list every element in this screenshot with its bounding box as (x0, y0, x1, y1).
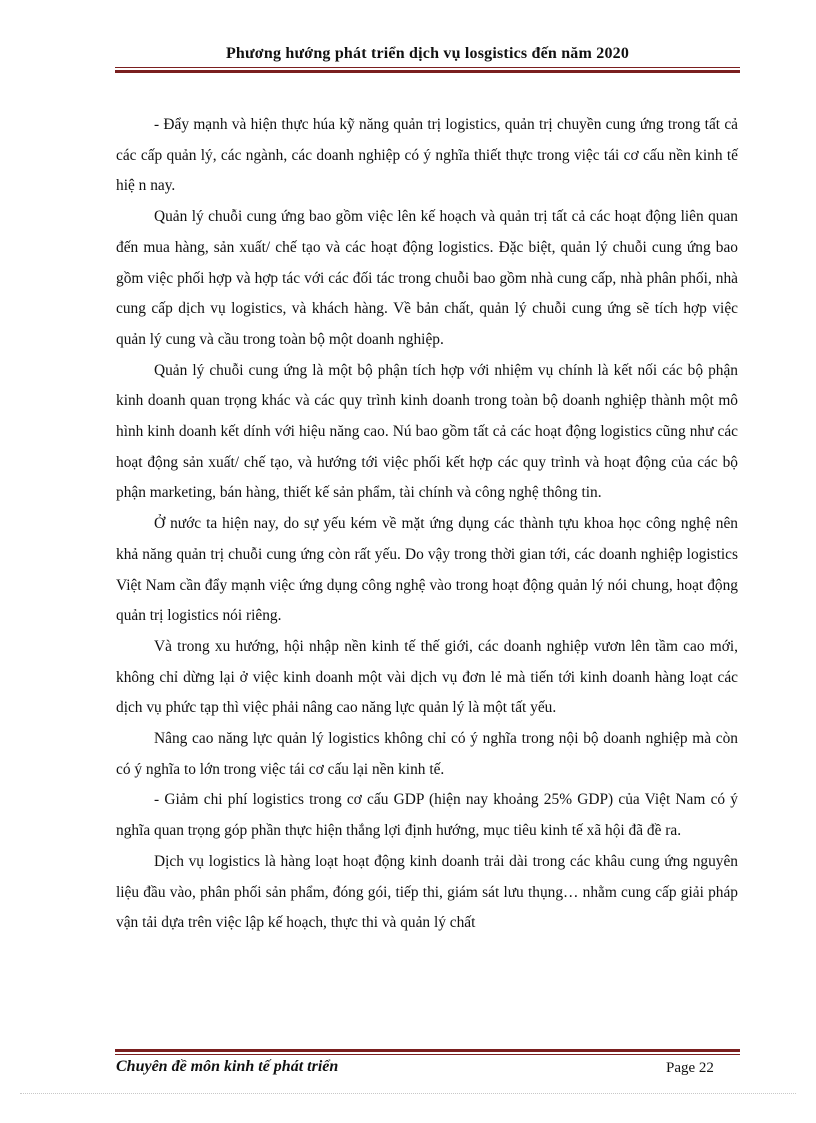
header-rule-bottom (115, 70, 740, 73)
footer-rule-top (115, 1049, 740, 1052)
paragraph-7: - Giảm chi phí logistics trong cơ cấu GDP (hiện nay khoảng 25% GDP) của Việt Nam có ý nghĩa quan trọng góp phần thực hiện thắng lợi định hướng, mục tiêu kinh tế xã hội đã đề ra. (116, 791, 738, 840)
paragraph-2: Quản lý chuỗi cung ứng bao gồm việc lên kế hoạch và quản trị tất cả các hoạt động liên quan đến mua hàng, sản xuất/ chế tạo và các hoạt động logistics. Đặc biệt, quản lý chuỗi cung ứng bao gồm việc phối hợp và hợp tác với các đối tác trong chuỗi bao gồm nhà cung cấp, nhà phân phối, nhà cung cấp dịch vụ logistics, và khách hàng. Về bản chất, quản lý chuỗi cung ứng sẽ tích hợp việc quản lý cung và cầu trong toàn bộ một doanh nghiệp. (116, 208, 738, 348)
paragraph-5: Và trong xu hướng, hội nhập nền kinh tế thế giới, các doanh nghiệp vươn lên tầm cao mới, không chỉ dừng lại ở việc kinh doanh một vài dịch vụ đơn lẻ mà tiến tới kinh doanh hàng loạt các dịch vụ phức tạp thì việc phải nâng cao năng lực quản lý là một tất yếu. (116, 637, 738, 717)
page-bottom-border (20, 1093, 796, 1094)
page-number: Page 22 (666, 1060, 714, 1076)
paragraph-6: Nâng cao năng lực quản lý logistics không chỉ có ý nghĩa trong nội bộ doanh nghiệp mà còn có ý nghĩa to lớn trong việc tái cơ cấu lại nền kinh tế. (116, 730, 738, 778)
paragraph-3: Quản lý chuỗi cung ứng là một bộ phận tích hợp với nhiệm vụ chính là kết nối các bộ phận kinh doanh quan trọng khác và các quy trình kinh doanh trong toàn bộ doanh nghiệp thành một mô hình kinh doanh kết dính với hiệu năng cao. Nú bao gồm tất cả các hoạt động logistics cũng như các hoạt động sản xuất/ chế tạo, và hướng tới việc phối kết hợp các quy trình và hoạt động của các bộ phận marketing, bán hàng, thiết kế sản phẩm, tài chính và công nghệ thông tin. (116, 361, 738, 502)
paragraph-4: Ở nước ta hiện nay, do sự yếu kém về mặt ứng dụng các thành tựu khoa học công nghệ nên khả năng quản trị chuỗi cung ứng còn rất yếu. Do vậy trong thời gian tới, các doanh nghiệp logistics Việt Nam cần đẩy mạnh việc ứng dụng công nghệ vào trong hoạt động quản lý nói chung, hoạt động quản trị logistics nói riêng. (116, 515, 738, 625)
body-text (116, 110, 738, 939)
footer-rule-bottom (115, 1054, 740, 1055)
footer-course-title: Chuyên đề môn kinh tế phát triển (116, 1058, 339, 1075)
header-rule-top (115, 67, 740, 68)
page-header-title: Phương hướng phát triển dịch vụ losgistics đến năm 2020 (225, 45, 630, 62)
paragraph-8: Dịch vụ logistics là hàng loạt hoạt động kinh doanh trải dài trong các khâu cung ứng nguyên liệu đầu vào, phân phối sản phẩm, đóng gói, tiếp thi, giám sát lưu thụng… nhằm cung cấp giải pháp vận tải dựa trên việc lập kế hoạch, thực thi và quản lý chất (116, 852, 738, 932)
paragraph-1: - Đẩy mạnh và hiện thực húa kỹ năng quản trị logistics, quản trị chuyền cung ứng trong tất cả các cấp quản lý, các ngành, các doanh nghiệp có ý nghĩa thiết thực trong việc tái cơ cấu nền kinh tế hiệ n nay. (116, 116, 738, 195)
